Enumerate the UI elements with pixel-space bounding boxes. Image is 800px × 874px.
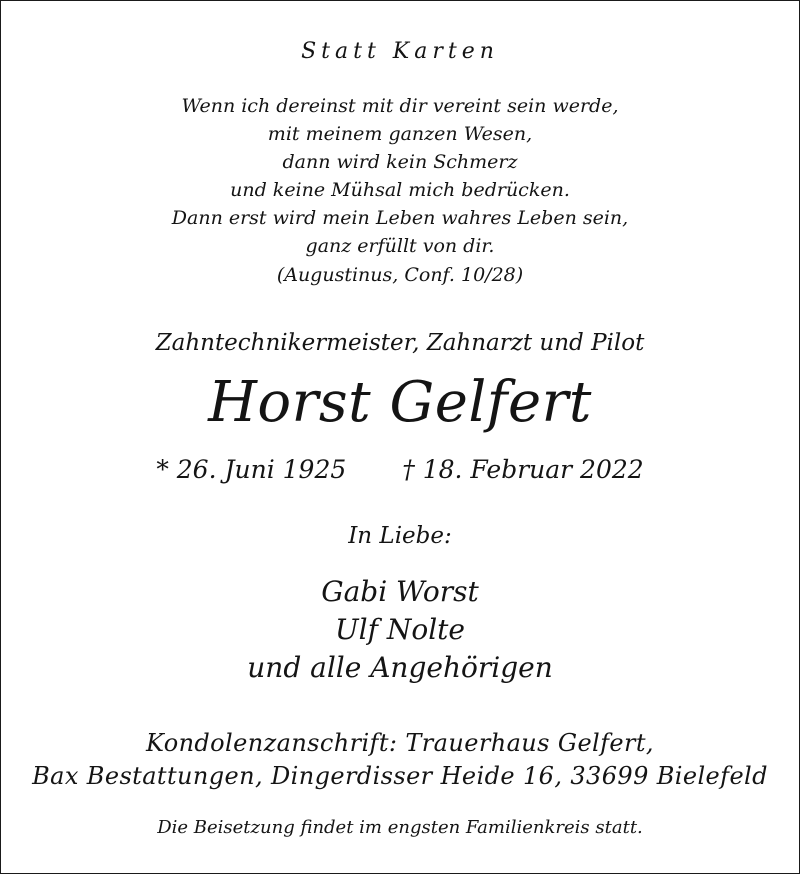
burial-note: Die Beisetzung findet im engsten Familienkreis statt. [157,817,643,838]
deceased-name: Horst Gelfert [208,370,592,435]
address-line: Kondolenzanschrift: Trauerhaus Gelfert, [146,729,654,757]
poem-line: mit meinem ganzen Wesen, [267,123,533,145]
poem [1,92,799,260]
poem-line: und keine Mühsal mich bedrücken. [230,179,570,201]
poem-source: (Augustinus, Conf. 10/28) [276,264,524,286]
address-line: Bax Bestattungen, Dingerdisser Heide 16, 33699 Bielefeld [32,762,768,790]
mourner-name: Gabi Worst [321,575,479,608]
mourners-list [1,573,799,687]
mourner-name: Ulf Nolte [335,613,465,646]
poem-line: ganz erfüllt von dir. [305,235,495,257]
poem-line: dann wird kein Schmerz [282,151,518,173]
deceased-profession: Zahntechnikermeister, Zahnarzt und Pilot [155,330,645,356]
mourners-intro: In Liebe: [348,523,452,549]
condolence-address [1,727,799,793]
poem-line: Dann erst wird mein Leben wahres Leben sein, [171,207,629,229]
life-dates [1,457,799,482]
mourner-name: und alle Angehörigen [247,651,553,684]
poem-line: Wenn ich dereinst mit dir vereint sein werde, [181,95,619,117]
death-date: † 18. Februar 2022 [402,455,644,484]
notice-header: Statt Karten [301,39,499,64]
birth-date: * 26. Juni 1925 [156,455,347,484]
